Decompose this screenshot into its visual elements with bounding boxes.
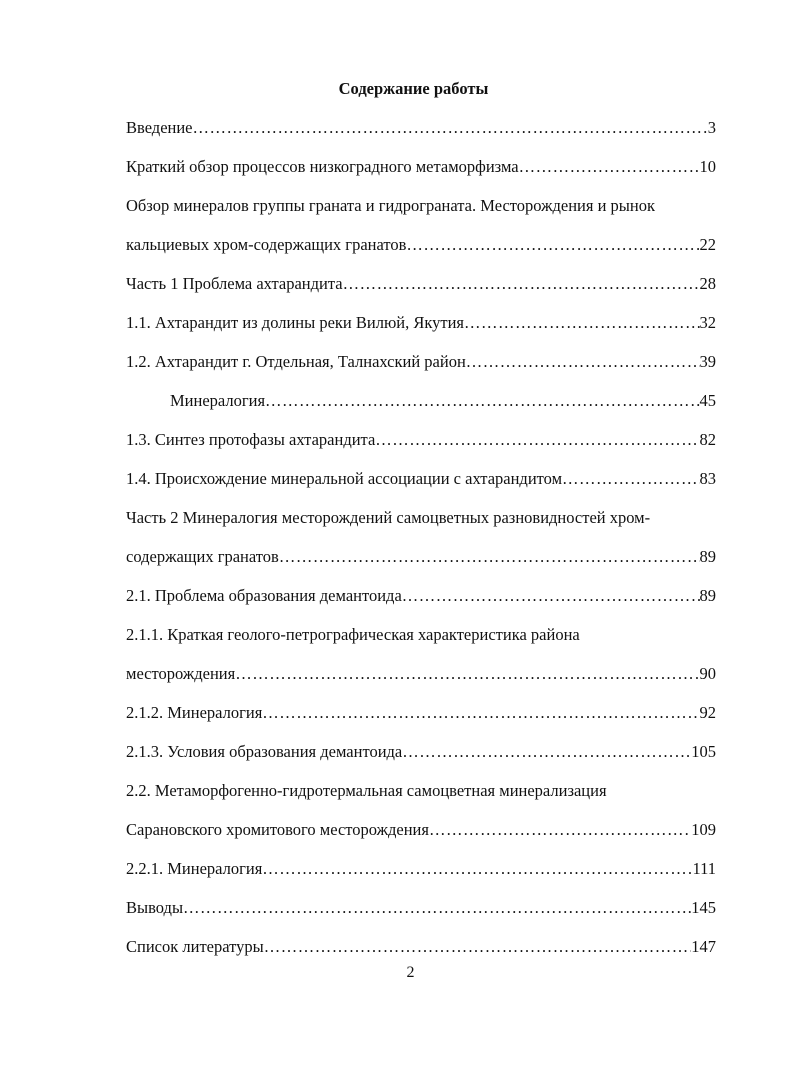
toc-entry-page: 28 <box>699 274 716 293</box>
leader-dots <box>519 157 700 177</box>
toc-entry-text: Список литературы <box>126 937 264 956</box>
leader-dots <box>262 859 692 879</box>
toc-entry-page: 22 <box>699 235 716 254</box>
toc-entry <box>126 859 716 879</box>
leader-dots <box>466 352 700 372</box>
toc-entry-text: 1.1. Ахтарандит из долины реки Вилюй, Якутия <box>126 313 465 332</box>
toc-entry-text: Краткий обзор процессов низкоградного метаморфизма <box>126 157 519 176</box>
toc-entry-text: 2.1.2. Минералогия <box>126 703 263 722</box>
toc-entry <box>126 274 716 294</box>
toc-entry-text: Выводы <box>126 898 184 917</box>
leader-dots <box>265 391 699 411</box>
leader-dots <box>279 547 700 567</box>
page-title: Содержание работы <box>338 79 489 98</box>
toc-entry <box>126 742 716 762</box>
toc-entry <box>126 235 716 255</box>
leader-dots <box>193 118 708 138</box>
toc-entry <box>170 391 716 411</box>
leader-dots <box>464 313 699 333</box>
leader-dots <box>402 586 700 606</box>
leader-dots <box>406 235 699 255</box>
toc-entry-page: 105 <box>691 742 716 761</box>
toc-entry-text: Часть 1 Проблема ахтарандита <box>126 274 343 293</box>
toc-entry-page: 83 <box>699 469 716 488</box>
leader-dots <box>402 742 691 762</box>
toc-entry-page: 32 <box>699 313 716 332</box>
toc-entry <box>126 703 716 723</box>
toc-entry-text: 2.1. Проблема образования демантоида <box>126 586 402 605</box>
toc-entry <box>126 820 716 840</box>
toc-entry <box>126 547 716 567</box>
leader-dots <box>375 430 699 450</box>
leader-dots <box>262 703 699 723</box>
toc-entry-page: 45 <box>699 391 716 410</box>
toc-entry-text: Обзор минералов группы граната и гидрограната. Месторождения и рынок <box>126 196 655 215</box>
toc-entry-page: 145 <box>691 898 716 917</box>
toc-entry-page: 89 <box>699 547 716 566</box>
toc-entry-text: Введение <box>126 118 193 137</box>
toc-entry-page: 82 <box>699 430 716 449</box>
leader-dots <box>343 274 700 294</box>
page-number: 2 <box>406 964 415 981</box>
toc-entry-page: 3 <box>707 118 716 137</box>
leader-dots <box>562 469 699 489</box>
leader-dots <box>183 898 691 918</box>
toc-entry-text: Минералогия <box>170 391 266 410</box>
toc-entry-text: месторождения <box>126 664 236 683</box>
toc-entry <box>126 586 716 606</box>
leader-dots <box>429 820 691 840</box>
toc-entry-text: 2.2.1. Минералогия <box>126 859 263 878</box>
toc-entry-page: 89 <box>699 586 716 605</box>
toc-entry-text: 2.1.1. Краткая геолого-петрографическая характеристика района <box>126 625 580 644</box>
toc-entry-text: 1.3. Синтез протофазы ахтарандита <box>126 430 376 449</box>
toc-entry <box>126 664 716 684</box>
toc-entry <box>126 118 716 138</box>
toc-entry-page: 90 <box>699 664 716 683</box>
toc-entry <box>126 898 716 918</box>
toc-entry <box>126 352 716 372</box>
toc-entry <box>126 313 716 333</box>
toc-entry-text: 1.4. Происхождение минеральной ассоциации с ахтарандитом <box>126 469 563 488</box>
toc-entry-page: 10 <box>699 157 716 176</box>
toc-entry-page: 147 <box>691 937 716 956</box>
toc-entry <box>126 157 716 177</box>
toc-entry-text: 2.1.3. Условия образования демантоида <box>126 742 403 761</box>
toc-entry <box>126 469 716 489</box>
toc-entry-page: 111 <box>692 859 716 878</box>
toc-entry <box>126 937 716 957</box>
toc-entry-page: 39 <box>699 352 716 371</box>
leader-dots <box>264 937 692 957</box>
leader-dots <box>235 664 699 684</box>
toc-entry-text: 1.2. Ахтарандит г. Отдельная, Талнахский район <box>126 352 466 371</box>
toc-entry-page: 92 <box>699 703 716 722</box>
toc-entry-text: Сарановского хромитового месторождения <box>126 820 429 839</box>
toc-entry-text: 2.2. Метаморфогенно-гидротермальная самоцветная минерализация <box>126 781 607 800</box>
toc-entry-text: Часть 2 Минералогия месторождений самоцветных разновидностей хром- <box>126 508 651 527</box>
toc-entry <box>126 430 716 450</box>
toc-entry-page: 109 <box>691 820 716 839</box>
toc-entry-text: содержащих гранатов <box>126 547 279 566</box>
toc-entry-text: кальциевых хром-содержащих гранатов <box>126 235 407 254</box>
